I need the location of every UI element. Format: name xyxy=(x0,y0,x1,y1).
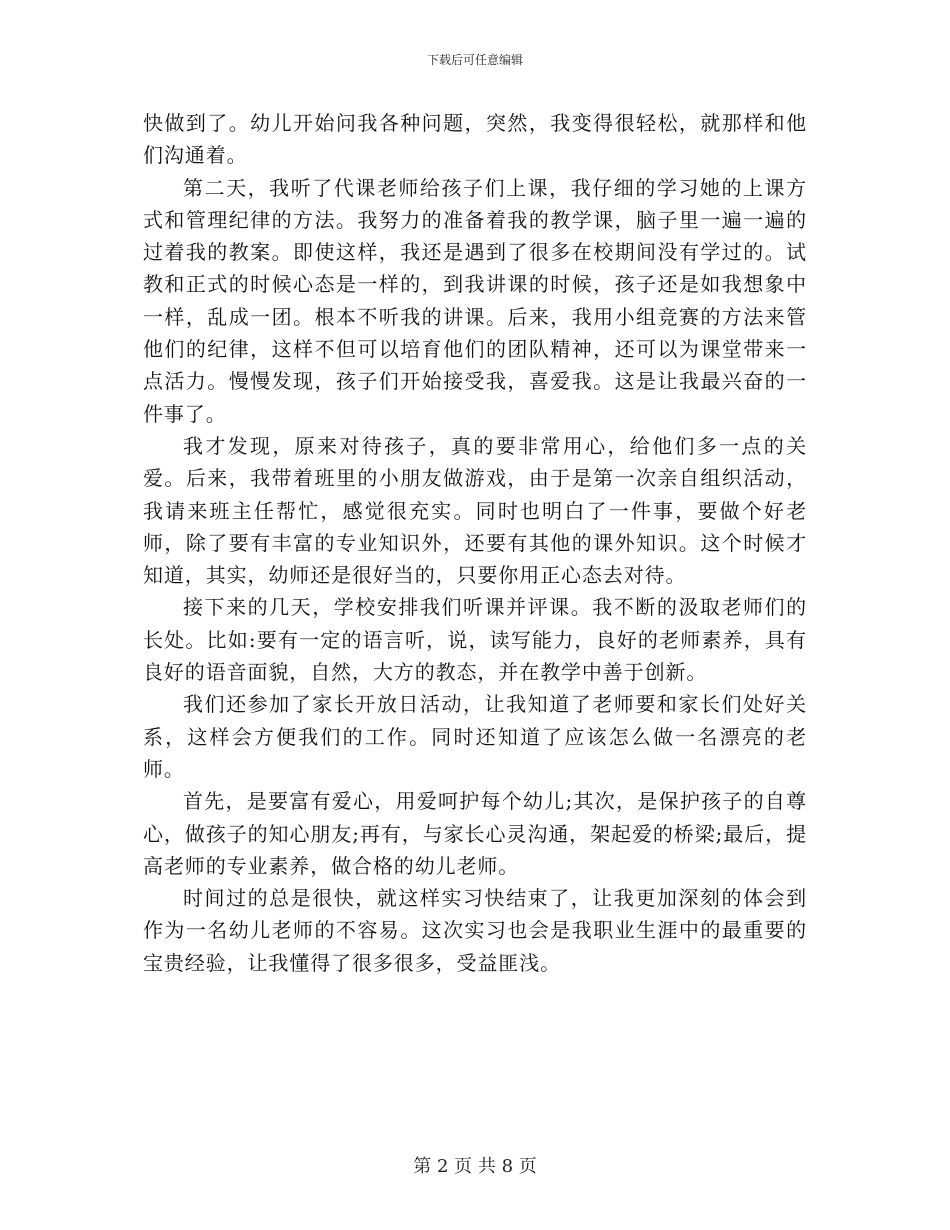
paragraph: 首先，是要富有爱心，用爱呵护每个幼儿;其次，是保护孩子的自尊心，做孩子的知心朋友;再有，与家长心灵沟通，架起爱的桥梁;最后，提高老师的专业素养，做合格的幼儿老师。 xyxy=(143,789,807,878)
page-number: 第 2 页 共 8 页 xyxy=(413,1156,537,1177)
paragraph: 第二天，我听了代课老师给孩子们上课，我仔细的学习她的上课方式和管理纪律的方法。我努力的准备着我的教学课，脑子里一遍一遍的过着我的教案。即使这样，我还是遇到了很多在校期间没有学过的。试教和正式的时候心态是一样的，到我讲课的时候，孩子还是如我想象中一样，乱成一团。根本不听我的讲课。后来，我用小组竞赛的方法来管他们的纪律，这样不但可以培育他们的团队精神，还可以为课堂带来一点活力。慢慢发现，孩子们开始接受我，喜爱我。这是让我最兴奋的一件事了。 xyxy=(143,175,807,426)
page-header: 下载后可任意编辑 xyxy=(426,53,523,67)
paragraph: 我才发现，原来对待孩子，真的要非常用心，给他们多一点的关爱。后来，我带着班里的小朋友做游戏，由于是第一次亲自组织活动，我请来班主任帮忙，感觉很充实。同时也明白了一件事，要做个好老师，除了要有丰富的专业知识外，还要有其他的课外知识。这个时候才知道，其实，幼师还是很好当的，只要你用正心态去对待。 xyxy=(143,433,807,588)
document-body xyxy=(143,107,807,979)
paragraph: 快做到了。幼儿开始问我各种问题，突然，我变得很轻松，就那样和他们沟通着。 xyxy=(143,111,807,168)
paragraph: 时间过的总是很快，就这样实习快结束了，让我更加深刻的体会到作为一名幼儿老师的不容易。这次实习也会是我职业生涯中的最重要的宝贵经验，让我懂得了很多很多，受益匪浅。 xyxy=(143,886,807,975)
paragraph: 我们还参加了家长开放日活动，让我知道了老师要和家长们处好关系，这样会方便我们的工作。同时还知道了应该怎么做一名漂亮的老师。 xyxy=(143,692,807,781)
paragraph: 接下来的几天，学校安排我们听课并评课。我不断的汲取老师们的长处。比如:要有一定的语言听，说，读写能力，良好的老师素养，具有良好的语音面貌，自然，大方的教态，并在教学中善于创新。 xyxy=(143,595,807,685)
